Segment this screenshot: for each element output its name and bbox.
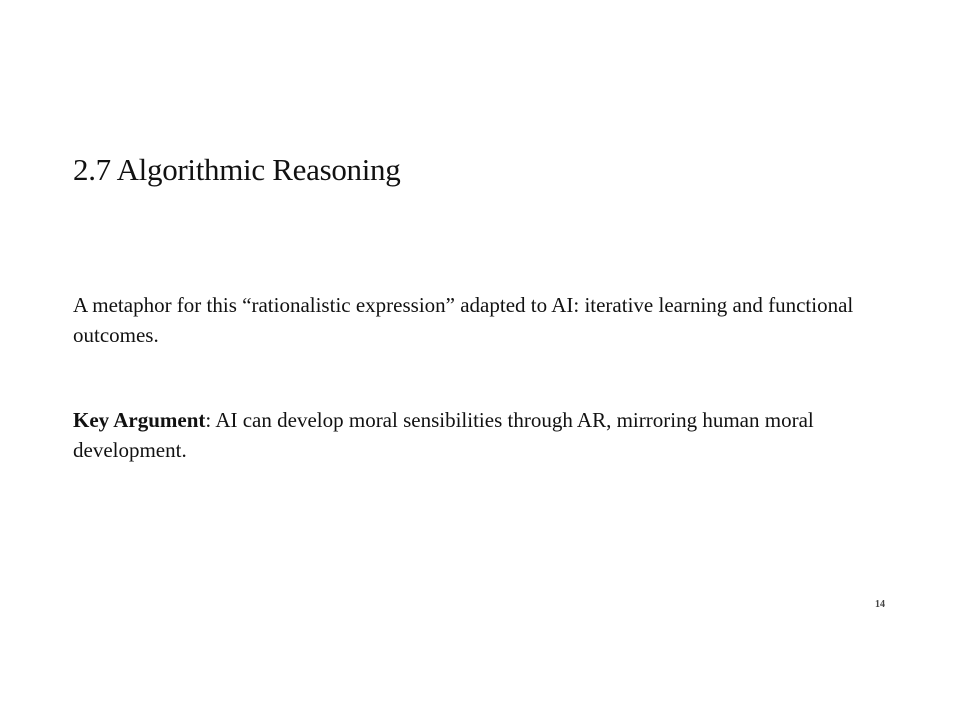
slide-title: 2.7 Algorithmic Reasoning (73, 152, 401, 187)
key-argument-text: : AI can develop moral sensibilities through AR, mirroring human moral development. (73, 408, 814, 462)
page-number: 14 (875, 599, 885, 610)
key-argument-label: Key Argument (73, 408, 206, 432)
key-argument-paragraph (73, 405, 873, 465)
metaphor-paragraph: A metaphor for this “rationalistic expression” adapted to AI: iterative learning and functional outcomes. (73, 293, 854, 347)
